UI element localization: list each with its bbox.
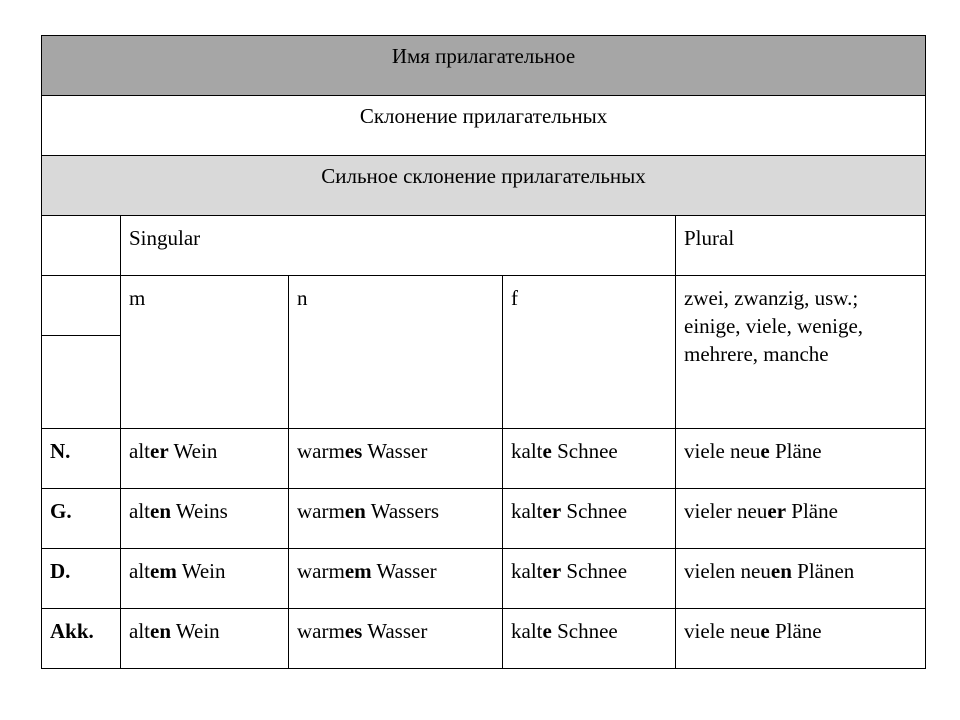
case-label: Akk. xyxy=(42,609,121,669)
form-cell: warmes Wasser xyxy=(289,429,503,489)
plural-header: Plural xyxy=(676,216,926,276)
form-cell: warmem Wasser xyxy=(289,549,503,609)
empty-label-cell-lower xyxy=(42,336,121,429)
form-cell: alten Wein xyxy=(121,609,289,669)
form-cell: viele neue Pläne xyxy=(676,429,926,489)
section-header: Сильное склонение прилагательных xyxy=(42,156,926,216)
table-subtitle: Склонение прилагательных xyxy=(42,96,926,156)
gender-f-header: f xyxy=(503,276,676,429)
table-row xyxy=(42,429,926,489)
gender-m-header: m xyxy=(121,276,289,429)
form-cell: alter Wein xyxy=(121,429,289,489)
case-label: D. xyxy=(42,549,121,609)
form-cell: vielen neuen Plänen xyxy=(676,549,926,609)
plural-determiners: zwei, zwanzig, usw.; einige, viele, wenige, mehrere, manche xyxy=(676,276,926,429)
form-cell: alten Weins xyxy=(121,489,289,549)
form-cell: altem Wein xyxy=(121,549,289,609)
case-label: N. xyxy=(42,429,121,489)
empty-label-cell-upper xyxy=(42,276,121,336)
form-cell: kalter Schnee xyxy=(503,549,676,609)
form-cell: viele neue Pläne xyxy=(676,609,926,669)
table-title: Имя прилагательное xyxy=(42,36,926,96)
declension-table xyxy=(41,35,926,669)
table-row xyxy=(42,609,926,669)
form-cell: kalte Schnee xyxy=(503,609,676,669)
form-cell: warmes Wasser xyxy=(289,609,503,669)
form-cell: kalte Schnee xyxy=(503,429,676,489)
form-cell: kalter Schnee xyxy=(503,489,676,549)
gender-n-header: n xyxy=(289,276,503,429)
case-label: G. xyxy=(42,489,121,549)
table-row xyxy=(42,489,926,549)
singular-header: Singular xyxy=(121,216,676,276)
table-row xyxy=(42,549,926,609)
form-cell: warmen Wassers xyxy=(289,489,503,549)
empty-corner-cell xyxy=(42,216,121,276)
form-cell: vieler neuer Pläne xyxy=(676,489,926,549)
